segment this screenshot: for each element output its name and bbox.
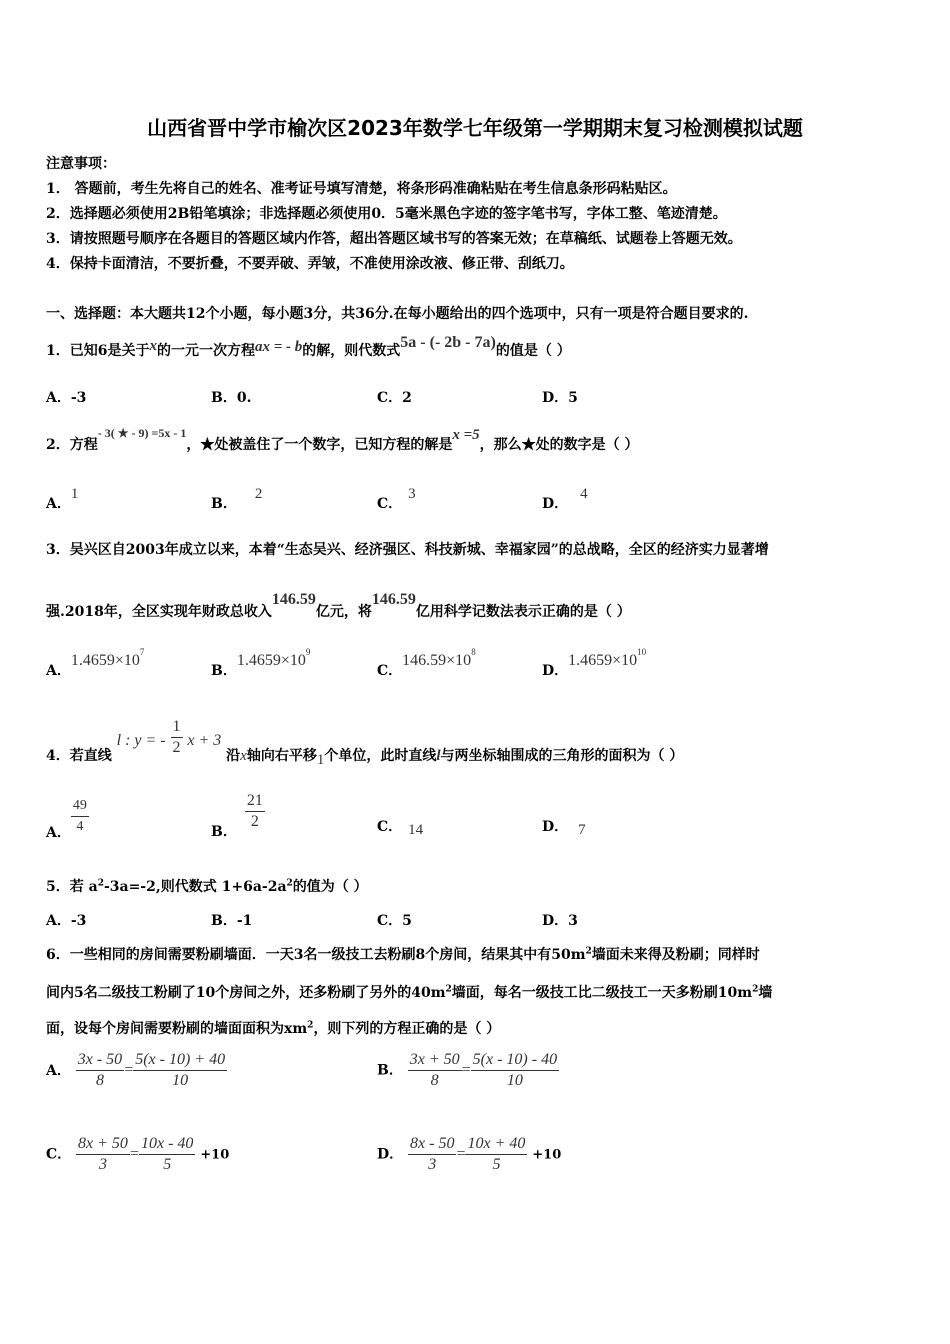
q1-text: 的值是（ ） [495,343,571,359]
q4-option-b-fraction: $\frac{21}{2}$ [246,792,263,830]
q5-option-c: C．5 [377,913,412,929]
q4-option-a: A． $\frac{49}{4}$ [46,798,87,841]
q6-option-b: B． $\frac{3x + 50}{8}$ = $\frac{5(x - 10) - 40}{10}$ [377,1051,558,1089]
q2-equation: - 3( ★ - 9) =5x - 1 [97,426,187,440]
q4-line-fraction: $\frac{1}{2}$ [172,718,181,756]
q4-text: 4．若直线 [46,747,112,764]
q3-number: 146.59 [271,591,316,608]
q1-text: 1．已知6是关于 [46,343,150,359]
q2-text: 2．方程 [46,437,98,453]
q3-option-a: A．$1.4659\times 10^7$ [46,647,145,679]
q3-option-c: C．$146.59\times 10^8$ [377,647,476,679]
q4-line-lhs: l : y = - [116,731,166,749]
q1-option-b: B．0. [211,390,252,406]
q1-option-c: C．2 [377,390,412,406]
q4-line-rhs: x + 3 [187,731,222,749]
question-5: 5．若 $a^2-3a=-2$,则代数式 $1+6a-2a^2$的值为（ ） [46,878,368,895]
notice-item: 1． 答题前，考生先将自己的姓名、准考证号填写清楚，将条形码准确粘贴在考生信息条形码粘贴区。 [46,181,677,197]
question-6-line3: 面，设每个房间需要粉刷的墙面面积为$xm^2$，则下列的方程正确的是（ ） [46,1020,501,1037]
q3-option-d: D．$1.4659\times 10^{10}$ [542,647,647,679]
section-heading: 一、选择题：本大题共12个小题，每小题3分，共36分.在每小题给出的四个选项中，只有一项是符合题目要求的. [46,306,749,322]
q3-number: 146.59 [371,591,416,608]
q3-text: 亿元，将 [315,604,372,620]
q2-solution: x =5 [452,427,480,443]
q2-text: ，★处被盖住了一个数字，已知方程的解是 [186,437,453,453]
q6-option-d: D． $\frac{8x - 50}{3}$ = $\frac{10x + 40}{5}$ +10 [377,1135,562,1173]
q1-var-x: x [149,338,157,354]
notice-item: 2．选择题必须使用2B铅笔填涂；非选择题必须使用0．5毫米黑色字迹的签字笔书写，字体工整、笔迹清楚。 [46,206,727,222]
q6-option-a: A． $\frac{3x - 50}{8}$ = $\frac{5(x - 10) + 40}{10}$ [46,1051,226,1089]
q4-option-c: C． 14 [377,819,424,838]
q2-option-d: D．4 [542,486,588,512]
q1-text: 的解，则代数式 [302,343,401,359]
question-3-line2 [46,591,631,621]
q3-text: 亿用科学记数法表示正确的是（ ） [415,604,631,620]
q5-option-b: B．-1 [211,913,253,929]
q5-option-d: D．3 [542,913,578,929]
q3-text: 强.2018年，全区实现年财政总收入 [46,604,272,620]
q1-option-a: A．-3 [46,390,87,406]
q1-expression: 5a - (- 2b - 7a) [400,334,496,351]
question-2 [46,426,639,454]
q4-option-b: B． $\frac{21}{2}$ [211,792,263,840]
q1-equation: ax = - b [254,339,303,355]
q4-option-a-fraction: $\frac{49}{4}$ [72,798,87,834]
question-4: 4．若直线 l : y = - $\frac{1}{2}$ x + 3 沿x轴向右平移1个单位，此时直线l与两坐标轴围成的三角形的面积为（ ） [46,718,684,768]
q3-option-b: B．$1.4659\times 10^9$ [211,647,311,679]
page-title: 山西省晋中学市榆次区2023年数学七年级第一学期期末复习检测模拟试题 [147,116,803,140]
q2-option-a: A．1 [46,486,79,512]
question-1 [46,334,571,360]
notice-item: 4．保持卡面清洁，不要折叠，不要弄破、弄皱，不准使用涂改液、修正带、刮纸刀。 [46,256,574,272]
question-6-line2: 间内5名二级技工粉刷了10个房间之外，还多粉刷了另外的$40m^2$墙面，每名一级技工比二级技工一天多粉刷$10m^2$墙 [46,984,773,1001]
q1-option-d: D．5 [542,390,578,406]
question-3-line1: 3．吴兴区自2003年成立以来，本着“生态吴兴、经济强区、科技新城、幸福家园”的总战略，全区的经济实力显著增 [46,542,769,558]
q2-option-b: B．2 [211,486,263,512]
notice-heading: 注意事项： [46,156,116,172]
q6-option-c: C． $\frac{8x + 50}{3}$ = $\frac{10x - 40}{5}$ +10 [46,1135,230,1173]
q5-option-a: A．-3 [46,913,87,929]
q2-text: ，那么★处的数字是（ ） [479,437,639,453]
question-6-line1: 6．一些相同的房间需要粉刷墙面．一天3名一级技工去粉刷8个房间，结果其中有$50m^2$墙面未来得及粉刷；同样时 [46,946,760,963]
q2-option-c: C．3 [377,486,416,512]
q1-text: 的一元一次方程 [156,343,255,359]
q4-option-d: D． 7 [542,819,586,838]
notice-item: 3．请按照题号顺序在各题目的答题区域内作答，超出答题区域书写的答案无效；在草稿纸、试题卷上答题无效。 [46,231,742,247]
